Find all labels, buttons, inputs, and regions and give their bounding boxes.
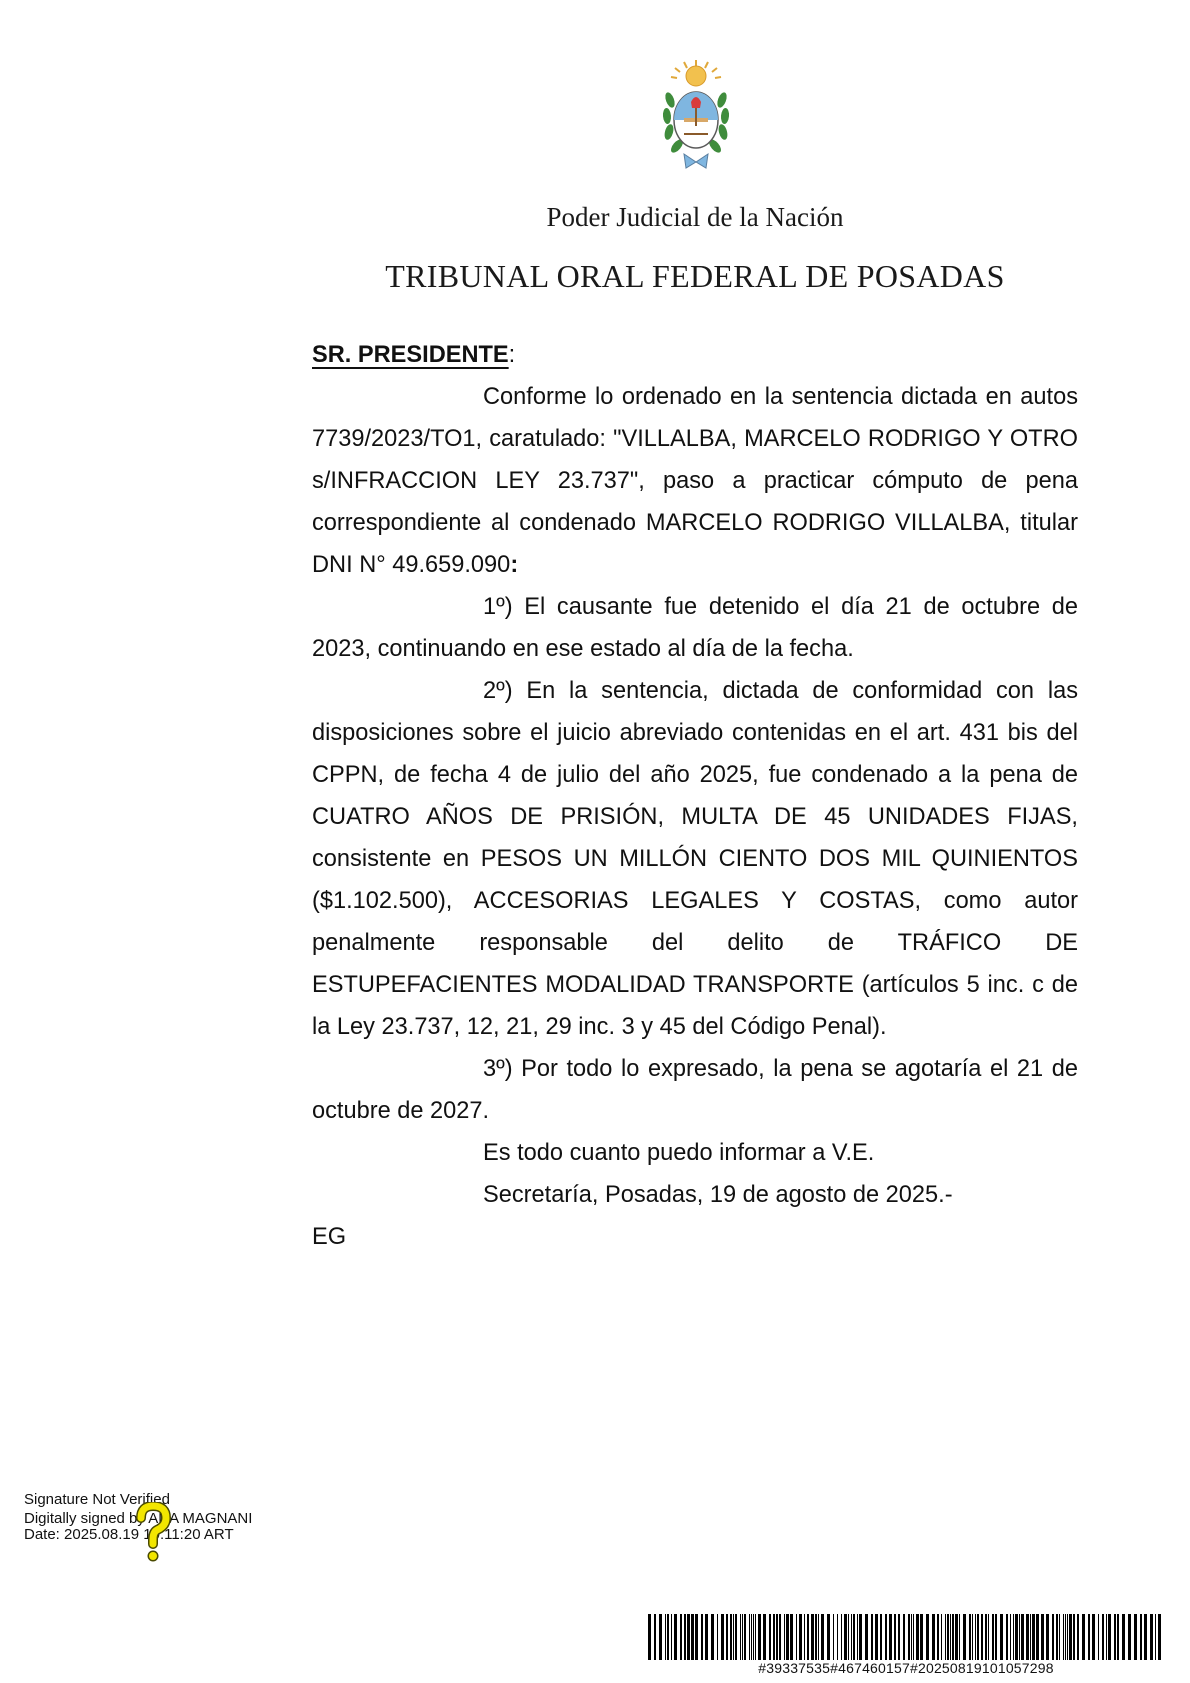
organization-name: Poder Judicial de la Nación [546,202,844,232]
barcode-bar [796,1614,797,1660]
barcode-bar [1102,1614,1104,1660]
barcode-bar [773,1614,775,1660]
barcode-bar [711,1614,714,1660]
barcode-bar [755,1614,756,1660]
barcode-bar [779,1614,781,1660]
barcode-bar [744,1614,746,1660]
barcode-bar [859,1614,862,1660]
barcode-bar [790,1614,793,1660]
barcode-bar [804,1614,805,1660]
barcode-bar [784,1614,785,1660]
barcode-bar [1114,1614,1116,1660]
barcode-bar [818,1614,819,1660]
barcode-bar [1088,1614,1090,1660]
barcode-bar [841,1614,842,1660]
barcode-bar [1082,1614,1085,1660]
barcode-bar [1056,1614,1058,1660]
barcode-bar [1155,1614,1156,1660]
barcode-bar [721,1614,724,1660]
barcode-bar [913,1614,914,1660]
barcode-bar [955,1614,958,1660]
barcode-bar [848,1614,849,1660]
signature-signer: Digitally signed by ANA MAGNANI [24,1510,253,1527]
barcode-bar [648,1614,651,1660]
barcode-bar [992,1614,994,1660]
barcode-bar [1073,1614,1075,1660]
barcode-bar [726,1614,728,1660]
barcode-bar [1092,1614,1095,1660]
barcode-bar [1026,1614,1029,1660]
barcode-bar [932,1614,935,1660]
intro-colon: : [510,552,519,578]
barcode-bar [749,1614,750,1660]
barcode-bar [811,1614,814,1660]
item-1-paragraph: 1º) El causante fue detenido el día 21 de octubre de 2023, continuando en ese estado al día de la fecha. [312,594,1078,662]
barcode-bar [898,1614,900,1660]
barcode-bar [671,1614,672,1660]
barcode-bar [815,1614,817,1660]
barcode-bar [799,1614,802,1660]
barcode-number: #39337535#467460157#20250819101057298 [758,1660,1054,1676]
barcode-bar [952,1614,954,1660]
barcode-bar [950,1614,951,1660]
barcode-bar [821,1614,824,1660]
intro-text: Conforme lo ordenado en la sentencia dictada en autos 7739/2023/TO1, caratulado: "VILLALBA, MARCELO RODRIGO Y OTRO s/INFRACCION LEY 23.737", paso a practicar cómputo de pena correspondiente al condenado MARCELO RODRIGO VILLALBA, titular DNI N° 49.659.090 [312,384,1078,578]
barcode-bar [1010,1614,1011,1660]
barcode-bar [1098,1614,1099,1660]
barcode-bar [665,1614,666,1660]
barcode-bar [1065,1614,1066,1660]
barcode-bar [1158,1614,1161,1660]
barcode-bar [844,1614,847,1660]
barcode-bar [837,1614,838,1660]
barcode-bar [981,1614,983,1660]
barcode-bar [920,1614,923,1660]
barcode-bar [742,1614,743,1660]
barcode-bar [691,1614,694,1660]
barcode-bar [1030,1614,1031,1660]
initials: EG [312,1224,347,1250]
barcode-bar [1006,1614,1008,1660]
barcode-bar [889,1614,892,1660]
item-3-paragraph: 3º) Por todo lo expresado, la pena se agotaría el 21 de octubre de 2027. [312,1056,1078,1124]
barcode-bar [758,1614,761,1660]
barcode-bar [894,1614,896,1660]
signature-date: Date: 2025.08.19 10:11:20 ART [24,1526,234,1543]
salutation-colon: : [508,342,516,368]
ribbon-icon [684,154,708,168]
signature-status: Signature Not Verified [24,1491,170,1508]
barcode-bar [1046,1614,1049,1660]
barcode-bar [1052,1614,1054,1660]
barcode-bar [851,1614,852,1660]
barcode-bar [740,1614,741,1660]
barcode-bar [751,1614,752,1660]
barcode-bar [857,1614,858,1660]
barcode-bar [1128,1614,1131,1660]
barcode-bar [827,1614,830,1660]
barcode-bar [941,1614,942,1660]
barcode-bar [1021,1614,1024,1660]
barcode-bar [975,1614,976,1660]
barcode-bar [1077,1614,1079,1660]
barcode-bar [1069,1614,1072,1660]
barcode-bar [1144,1614,1147,1660]
barcode-bar [880,1614,882,1660]
barcode-bar [654,1614,656,1660]
place-date-line: Secretaría, Posadas, 19 de agosto de 2025.- [483,1182,953,1208]
barcode-bar [776,1614,778,1660]
barcode-bar [680,1614,682,1660]
barcode-bar [717,1614,718,1660]
barcode-bar [959,1614,960,1660]
barcode-bar [1041,1614,1044,1660]
barcode-bar [687,1614,690,1660]
barcode-bar [695,1614,698,1660]
barcode-bar [807,1614,809,1660]
barcode-bar [730,1614,732,1660]
barcode-bar [753,1614,754,1660]
barcode-bar [1015,1614,1018,1660]
barcode-bar [1013,1614,1014,1660]
barcode-bar [1036,1614,1039,1660]
barcode-bar [988,1614,989,1660]
barcode-bar [972,1614,973,1660]
salutation-text: SR. PRESIDENTE [312,342,509,368]
barcode-bar [875,1614,878,1660]
barcode-bar [977,1614,979,1660]
question-mark-icon [133,1502,173,1564]
barcode-bar [969,1614,971,1660]
barcode-bar [1108,1614,1111,1660]
barcode-bar [1140,1614,1142,1660]
barcode-bar [911,1614,912,1660]
barcode-bar [916,1614,919,1660]
barcode-bar [705,1614,708,1660]
barcode-bar [1032,1614,1035,1660]
document-barcode [648,1614,1164,1660]
barcode-bar [735,1614,737,1660]
barcode-bar [674,1614,677,1660]
barcode-bar [1150,1614,1153,1660]
barcode-bar [908,1614,910,1660]
barcode-bar [786,1614,789,1660]
barcode-bar [945,1614,946,1660]
barcode-bar [1134,1614,1137,1660]
shield-icon [674,92,718,148]
barcode-bar [659,1614,662,1660]
barcode-bar [1019,1614,1020,1660]
coat-of-arms-seal [656,58,736,176]
barcode-bar [963,1614,966,1660]
barcode-bar [995,1614,997,1660]
sun-icon [671,60,721,86]
barcode-bar [1067,1614,1068,1660]
barcode-bar [903,1614,905,1660]
barcode-bar [1059,1614,1060,1660]
barcode-bar [667,1614,669,1660]
barcode-bar [885,1614,887,1660]
salutation [312,334,1078,376]
barcode-bar [833,1614,834,1660]
barcode-bar [1063,1614,1064,1660]
intro-paragraph [312,376,1078,586]
barcode-bar [865,1614,868,1660]
barcode-bar [733,1614,734,1660]
barcode-bar [937,1614,939,1660]
barcode-bar [1000,1614,1003,1660]
closing-line: Es todo cuanto puedo informar a V.E. [483,1140,875,1166]
barcode-bar [1106,1614,1107,1660]
barcode-bar [1117,1614,1119,1660]
barcode-bar [769,1614,771,1660]
barcode-bar [871,1614,873,1660]
barcode-bar [684,1614,686,1660]
barcode-bar [701,1614,703,1660]
barcode-bar [926,1614,929,1660]
barcode-bar [947,1614,949,1660]
court-name: TRIBUNAL ORAL FEDERAL DE POSADAS [385,258,1005,294]
barcode-bar [1122,1614,1125,1660]
barcode-bar [985,1614,987,1660]
letter-body [312,334,1078,1258]
barcode-bar [853,1614,855,1660]
barcode-bar [763,1614,766,1660]
item-2-paragraph: 2º) En la sentencia, dictada de conformidad con las disposiciones sobre el juicio abreviado contenidas en el art. 431 bis del CPPN, de fecha 4 de julio del año 2025, fue condenado a la pena de CUATRO AÑOS DE PRISIÓN, MULTA DE 45 UNIDADES FIJAS, consistente en PESOS UN MILLÓN CIENTO DOS MIL QUINIENTOS ($1.102.500), ACCESORIAS LEGALES Y COSTAS, como autor penalmente responsable del delito de TRÁFICO DE ESTUPEFACIENTES MODALIDAD TRANSPORTE (artículos 5 inc. c de la Ley 23.737, 12, 21, 29 inc. 3 y 45 del Código Penal). [312,678,1078,1040]
